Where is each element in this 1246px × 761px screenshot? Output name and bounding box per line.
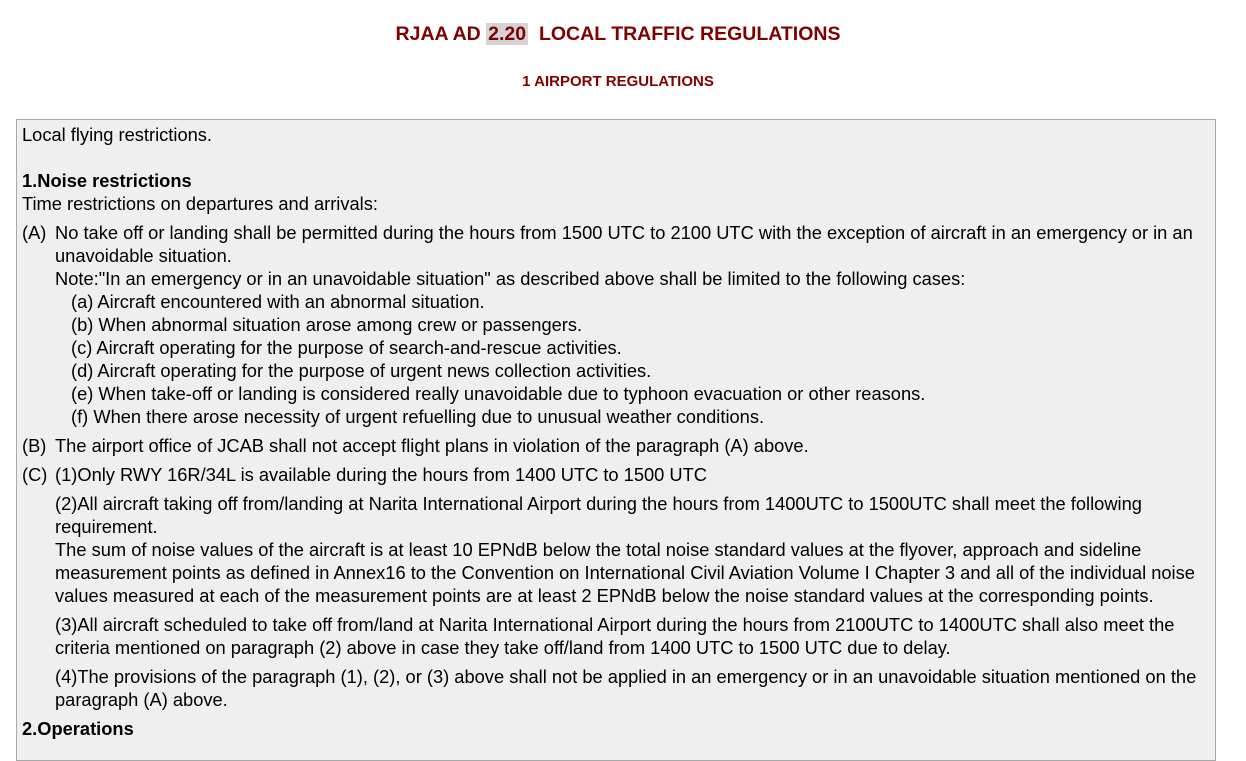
item-b-label: (B) [22,435,47,456]
item-a [22,221,1215,428]
item-c-para-4: (4)The provisions of the paragraph (1), (2), or (3) above shall not be applied in an emergency or in an unavoidable situation mentioned on the paragraph (A) above. [55,666,1197,710]
section2-heading: 2.Operations [22,718,134,739]
item-c-para-1: (1)Only RWY 16R/34L is available during the hours from 1400 UTC to 1500 UTC [55,464,708,485]
title-section-number: 2.20 [488,23,527,45]
item-a-label: (A) [22,222,47,243]
item-c [22,463,1215,711]
title-suffix: LOCAL TRAFFIC REGULATIONS [538,23,841,45]
case-item: (e) When take-off or landing is considered really unavoidable due to typhoon evacuation or other reasons. [71,383,926,404]
section1-heading: 1.Noise restrictions [22,170,192,191]
item-a-text: No take off or landing shall be permitted during the hours from 1500 UTC to 2100 UTC with the exception of aircraft in an emergency or in an unavoidable situation. [55,222,1193,266]
item-c-para-2-text: (2)All aircraft taking off from/landing at Narita International Airport during the hours from 1400UTC to 1500UTC shall meet the following requirement. [55,493,1142,537]
case-list [55,290,1215,428]
item-c-label: (C) [22,464,48,485]
case-item: (d) Aircraft operating for the purpose of urgent news collection activities. [71,360,652,381]
case-item: (c) Aircraft operating for the purpose of search-and-rescue activities. [71,337,622,358]
item-c-para-3: (3)All aircraft scheduled to take off from/land at Narita International Airport during the hours from 2100UTC to 1400UTC shall also meet the criteria mentioned on paragraph (2) above in case they take off/land from 1400 UTC to 1500 UTC due to delay. [55,614,1175,658]
page-subtitle: 1 AIRPORT REGULATIONS [522,73,714,90]
section1-lead: Time restrictions on departures and arrivals: [22,193,378,214]
case-item: (a) Aircraft encountered with an abnormal situation. [71,291,485,312]
item-c-para-2-detail: The sum of noise values of the aircraft is at least 10 EPNdB below the total noise standard values at the flyover, approach and sideline measurement points as defined in Annex16 to the Convention on International Civil Aviation Volume I Chapter 3 and all of the individual noise values measured at each of the measurement points are at least 2 EPNdB below the noise standard values at the corresponding points. [55,539,1195,606]
item-b [22,434,1215,457]
page-title [0,22,1236,46]
item-c-para-2 [55,492,1215,607]
case-item: (b) When abnormal situation arose among crew or passengers. [71,314,583,335]
intro-text: Local flying restrictions. [22,124,212,145]
title-prefix: RJAA AD [395,23,481,45]
item-b-text: The airport office of JCAB shall not accept flight plans in violation of the paragraph (A) above. [55,435,809,456]
regulations-content-box [16,119,1216,761]
item-a-note: Note:"In an emergency or in an unavoidable situation" as described above shall be limited to the following cases: [55,268,966,289]
case-item: (f) When there arose necessity of urgent refuelling due to unusual weather conditions. [71,406,765,427]
